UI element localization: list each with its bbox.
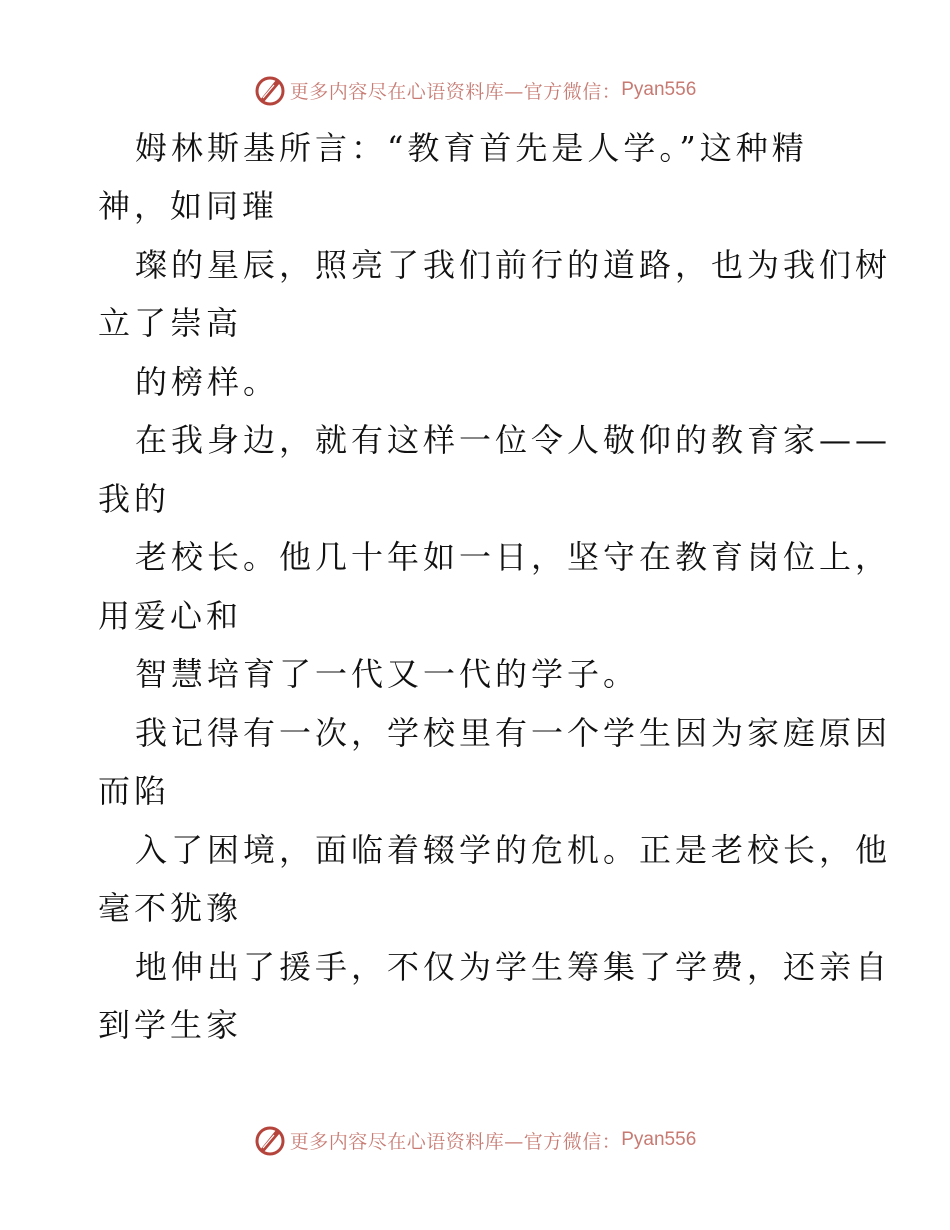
body-line: 智慧培育了一代又一代的学子。 [135, 655, 640, 693]
body-line: 璨的星辰，照亮了我们前行的道路，也为我们树 [135, 246, 892, 284]
body-line: 在我身边，就有这样一位令人敬仰的教育家—— [135, 421, 892, 459]
body-line: 用爱心和 [98, 597, 243, 635]
body-line: 老校长。他几十年如一日，坚守在教育岗位上， [135, 538, 892, 576]
body-line: 的榜样。 [135, 363, 280, 401]
banner-text: 更多内容尽在心语资料库—官方微信： [289, 1130, 622, 1153]
body-line: 神，如同璀 [98, 187, 279, 225]
body-line: 我的 [98, 480, 171, 518]
body-line: 我记得有一次，学校里有一个学生因为家庭原因 [135, 714, 892, 752]
body-line: 毫不犹豫 [98, 889, 243, 927]
wechat-id: Pyan556 [621, 1129, 697, 1150]
body-line: 立了崇高 [98, 304, 243, 342]
body-line: 而陷 [98, 772, 171, 810]
body-line: 姆林斯基所言：“教育首先是人学。”这种精 [135, 129, 808, 167]
wechat-id: Pyan556 [621, 79, 697, 100]
body-line: 入了困境，面临着辍学的危机。正是老校长，他 [135, 831, 892, 869]
banner-text: 更多内容尽在心语资料库—官方微信： [289, 80, 622, 103]
body-line: 到学生家 [98, 1006, 243, 1044]
feather-pen-logo-icon [254, 1124, 286, 1156]
body-line: 地伸出了援手，不仅为学生筹集了学费，还亲自 [135, 948, 892, 986]
footer-banner [0, 1122, 950, 1158]
